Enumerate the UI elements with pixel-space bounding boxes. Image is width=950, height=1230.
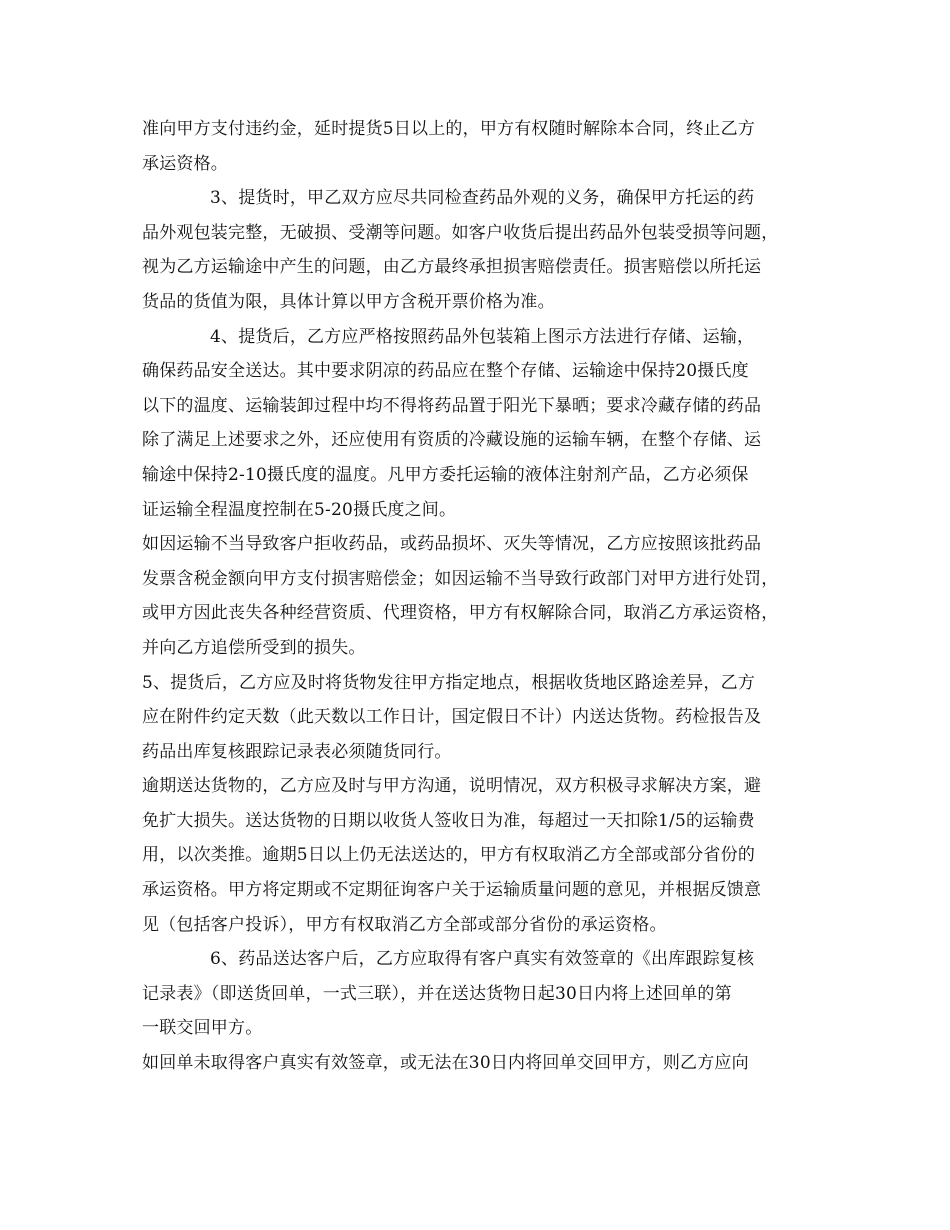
text-line: 记录表》（即送货回单，一式三联），并在送达货物日起30日内将上述回单的第: [142, 983, 732, 1004]
text-line: 一联交回甲方。: [142, 1018, 263, 1039]
text-line: 证运输全程温度控制在5-20摄氏度之间。: [142, 499, 457, 520]
text-line: 承运资格。甲方将定期或不定期征询客户关于运输质量问题的意见，并根据反馈意: [142, 880, 762, 901]
text-line: 准向甲方支付违约金，延时提货5日以上的，甲方有权随时解除本合同，终止乙方: [142, 119, 756, 139]
text-line: 应在附件约定天数（此天数以工作日计，国定假日不计）内送达货物。药检报告及: [142, 707, 762, 728]
text-line: 货品的货值为限，具体计算以甲方含税开票价格为准。: [142, 291, 555, 312]
text-line: 药品出库复核跟踪记录表必须随货同行。: [142, 741, 452, 762]
text-line: 4、提货后，乙方应严格按照药品外包装箱上图示方法进行存储、运输，: [210, 326, 755, 347]
text-line: 见（包括客户投诉），甲方有权取消乙方全部或部分省份的承运资格。: [142, 914, 667, 935]
text-line: 除了满足上述要求之外，还应使用有资质的冷藏设施的运输车辆，在整个存储、运: [142, 430, 762, 451]
text-line: 以下的温度、运输装卸过程中均不得将药品置于阳光下暴晒；要求冷藏存储的药品: [142, 395, 762, 416]
text-line: 5、提货后，乙方应及时将货物发往甲方指定地点，根据收货地区路途差异，乙方: [142, 672, 756, 693]
text-line: 输途中保持2-10摄氏度的温度。凡甲方委托运输的液体注射剂产品，乙方必须保: [142, 464, 749, 485]
text-line: 如因运输不当导致客户拒收药品，或药品损坏、灭失等情况，乙方应按照该批药品: [142, 534, 762, 555]
text-line: 品外观包装完整，无破损、受潮等问题。如客户收货后提出药品外包装受损等问题，: [142, 222, 779, 243]
text-line: 如回单未取得客户真实有效签章，或无法在30日内将回单交回甲方，则乙方应向: [142, 1053, 749, 1074]
text-line: 6、药品送达客户后，乙方应取得有客户真实有效签章的《出库跟踪复核: [210, 949, 755, 970]
text-line: 承运资格。: [142, 153, 228, 174]
text-line: 逾期送达货物的，乙方应及时与甲方沟通，说明情况，双方积极寻求解决方案，避: [142, 776, 762, 797]
text-line: 或甲方因此丧失各种经营资质、代理资格，甲方有权解除合同，取消乙方承运资格，: [142, 603, 779, 624]
document-body: [142, 112, 810, 1081]
text-line: 确保药品安全送达。其中要求阴凉的药品应在整个存储、运输途中保持20摄氏度: [142, 361, 749, 382]
text-line: 并向乙方追偿所受到的损失。: [142, 637, 366, 658]
text-line: 用，以次类推。逾期5日以上仍无法送达的，甲方有权取消乙方全部或部分省份的: [142, 845, 756, 866]
text-line: 视为乙方运输途中产生的问题，由乙方最终承担损害赔偿责任。损害赔偿以所托运: [142, 257, 762, 278]
text-line: 3、提货时，甲乙双方应尽共同检查药品外观的义务，确保甲方托运的药: [210, 188, 755, 209]
text-line: 免扩大损失。送达货物的日期以收货人签收日为准，每超过一天扣除1/5的运输费: [142, 810, 755, 831]
text-line: 发票含税金额向甲方支付损害赔偿金；如因运输不当导致行政部门对甲方进行处罚，: [142, 568, 779, 589]
